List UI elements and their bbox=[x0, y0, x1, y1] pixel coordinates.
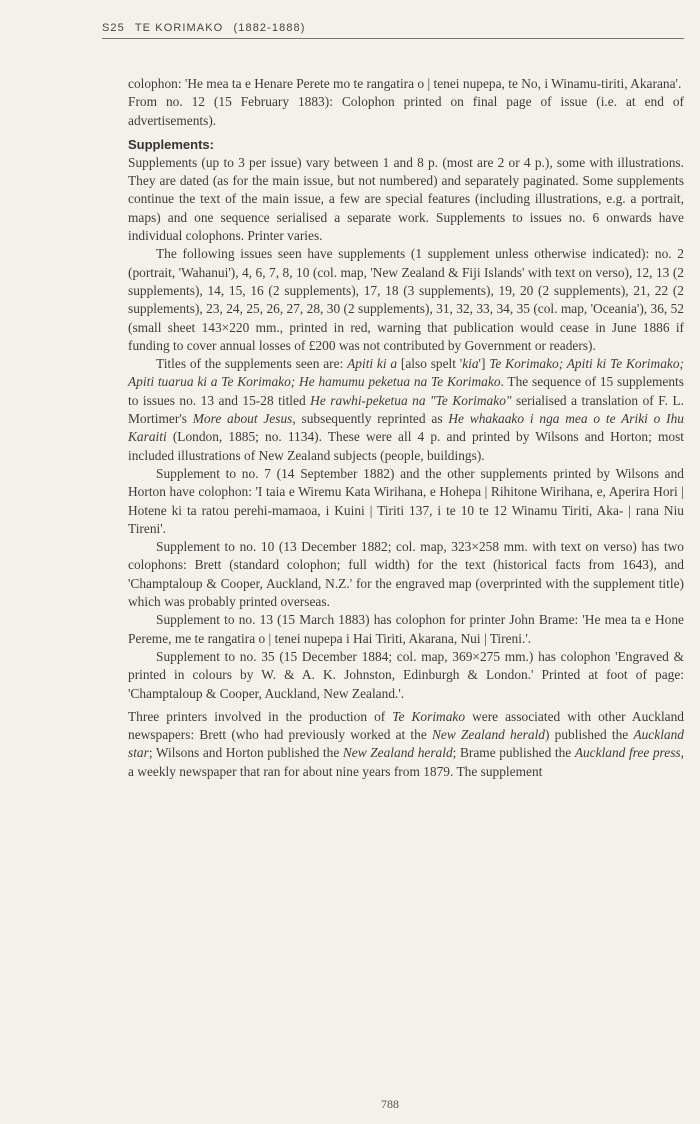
paragraph-supplement-no7: Supplement to no. 7 (14 September 1882) and the other supplements printed by Wilsons and Horton have colophon: 'I taia e Wiremu Kata Wirihana, e Hohepa | Rihitone Wirihana, e, Aperira Hori | Hotene ki ta ratou perehi-mamaoa, i Kuini | Tiriti 137, i te 10 te 12 Winamu Tiriti, Aka- | rana Niu Tireni'. bbox=[128, 465, 684, 536]
entry-number: S25 bbox=[102, 22, 125, 34]
text-run: Three printers involved in the production of bbox=[128, 708, 393, 724]
italic-title: Te Korimako; Apiti ki Te Korimako; Apiti tuarua ki a Te Korimako; He hamumu peketua na Te Korimako bbox=[128, 356, 684, 390]
italic-title: Te Korimako bbox=[392, 708, 466, 724]
periodical-dates: (1882-1888) bbox=[233, 22, 306, 34]
text-run: . The sequence of 15 supplements to issues no. 13 and 15-28 titled bbox=[128, 374, 684, 408]
paragraph-supplement-no13: Supplement to no. 13 (15 March 1883) has colophon for printer John Brame: 'He mea ta e Hone Pereme, me te rangatira o | tenei nupepa i Hai Tiriti, Akarana, Nui | Tireni.'. bbox=[128, 612, 684, 646]
paragraph-printers bbox=[128, 708, 684, 781]
running-head bbox=[102, 22, 684, 39]
italic-title: He rawhi-peketua na "Te Korimako" bbox=[310, 392, 512, 408]
text-run: [also spelt ' bbox=[397, 356, 463, 372]
text-run: ) published the bbox=[545, 727, 634, 743]
paragraph-colophon: colophon: 'He mea ta e Henare Perete mo te rangatira o | tenei nupepa, te No, i Winamu-tiriti, Akarana'. bbox=[128, 76, 682, 91]
italic-title: kia bbox=[462, 356, 479, 372]
page-number: 788 bbox=[381, 1097, 399, 1111]
paragraph-supplement-no10: Supplement to no. 10 (13 December 1882; col. map, 323×258 mm. with text on verso) has two colophons: Brett (standard colophon; full width) for the text (historical facts from 1643), and 'Champtaloup & Cooper, Auckland, N.Z.' for the engraved map (overprinted with the supplement title) which was probably printed overseas. bbox=[128, 539, 684, 610]
text-run: Titles of the supplements seen are: bbox=[156, 356, 348, 372]
paragraph-supplements-issues: The following issues seen have supplements (1 supplement unless otherwise indicated): no. 2 (portrait, 'Wahanui'), 4, 6, 7, 8, 10 (col. map, 'New Zealand & Fiji Islands' with text on verso), 12, 13 (2 supplements), 14, 15, 16 (2 supplements), 17, 18 (3 supplements), 19, 20 (2 supplements), 21, 22 (2 supplements), 23, 24, 25, 26, 27, 28, 30 (2 supplements), 31, 32, 33, 34, 35 (col. map, 'Oceania'), 36, 52 (small sheet 143×220 mm., printed in red, warning that publication would cease in June 1886 if funding to cover annual losses of £200 was not contributed by Government or readers). bbox=[128, 246, 684, 353]
text-run: ; Brame published the bbox=[452, 745, 575, 761]
paragraph-colophon-change: From no. 12 (15 February 1883): Colophon printed on final page of issue (i.e. at end of advertisements). bbox=[128, 94, 684, 128]
paragraph-supplements-overview: Supplements (up to 3 per issue) vary between 1 and 8 p. (most are 2 or 4 p.), some with illustrations. They are dated (as for the main issue, but not numbered) and separately paginated. Some supplements continue the text of the main issue, a few are special features (including illustrations, e.g. a portrait, maps) and one sequence serialised a separate work. Supplements to issues no. 6 onwards have individual colophons. Printer varies. bbox=[128, 154, 684, 244]
text-run: '] bbox=[478, 356, 490, 372]
italic-title: New Zealand herald bbox=[342, 745, 453, 761]
italic-title: He whakaako i nga mea o te Ariki o Ihu Karaiti bbox=[128, 411, 685, 445]
periodical-title: TE KORIMAKO bbox=[134, 22, 224, 34]
text-run: ; Wilsons and Horton published the bbox=[148, 745, 343, 761]
italic-title: Auckland star bbox=[128, 727, 685, 761]
italic-title: Apiti ki a bbox=[347, 356, 398, 372]
paragraph-supplement-no35: Supplement to no. 35 (15 December 1884; col. map, 369×275 mm.) has colophon 'Engraved & printed in colours by W. & A. K. Johnston, Edinburgh & London.' Printed at foot of page: 'Champtaloup & Cooper, Auckland, New Zealand.'. bbox=[128, 648, 684, 701]
italic-title: Auckland free press bbox=[574, 745, 681, 761]
text-run: were associated with other Auckland newspapers: Brett (who had previously worked at the bbox=[128, 708, 684, 743]
italic-title: New Zealand herald bbox=[431, 727, 545, 743]
text-run: serialised a translation of F. L. Mortimer's bbox=[128, 392, 684, 427]
text-run: , subsequently reprinted as bbox=[292, 411, 449, 427]
italic-title: More about Jesus bbox=[192, 411, 293, 427]
supplements-heading: Supplements: bbox=[128, 136, 214, 152]
text-run: (London, 1885; no. 1134). These were all 4 p. and printed by Wilsons and Horton; most included illustrations of New Zealand subjects (people, buildings). bbox=[128, 429, 684, 463]
paragraph-supplement-titles bbox=[128, 355, 684, 465]
text-run: , a weekly newspaper that ran for about nine years from 1879. The supplement bbox=[128, 745, 684, 779]
body-text bbox=[128, 75, 684, 781]
